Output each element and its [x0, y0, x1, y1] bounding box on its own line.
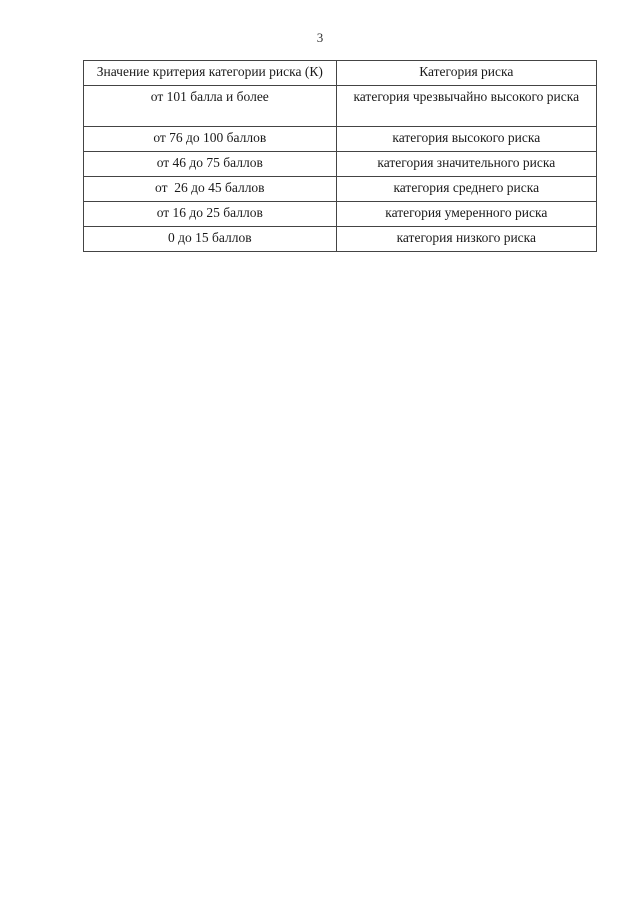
header-risk-category: Категория риска: [336, 61, 596, 86]
header-risk-criterion-value: Значение критерия категории риска (К): [84, 61, 337, 86]
risk-category-cell: категория умеренного риска: [336, 202, 596, 227]
table-row: [84, 227, 597, 252]
table-header-row: [84, 61, 597, 86]
page-number: 3: [316, 30, 324, 45]
table-row: [84, 127, 597, 152]
risk-value-cell: от 26 до 45 баллов: [84, 177, 337, 202]
risk-value-cell: от 76 до 100 баллов: [84, 127, 337, 152]
table-row: [84, 86, 597, 127]
risk-value-cell: от 101 балла и более: [84, 86, 337, 127]
risk-category-cell: категория среднего риска: [336, 177, 596, 202]
risk-category-cell: категория низкого риска: [336, 227, 596, 252]
risk-value-cell: от 46 до 75 баллов: [84, 152, 337, 177]
risk-value-cell: от 16 до 25 баллов: [84, 202, 337, 227]
table-row: [84, 177, 597, 202]
risk-category-cell: категория высокого риска: [336, 127, 596, 152]
risk-category-cell: категория значительного риска: [336, 152, 596, 177]
risk-category-table: [83, 60, 597, 252]
table-row: [84, 202, 597, 227]
risk-category-cell: категория чрезвычайно высокого риска: [336, 86, 596, 127]
risk-value-cell: 0 до 15 баллов: [84, 227, 337, 252]
table-row: [84, 152, 597, 177]
